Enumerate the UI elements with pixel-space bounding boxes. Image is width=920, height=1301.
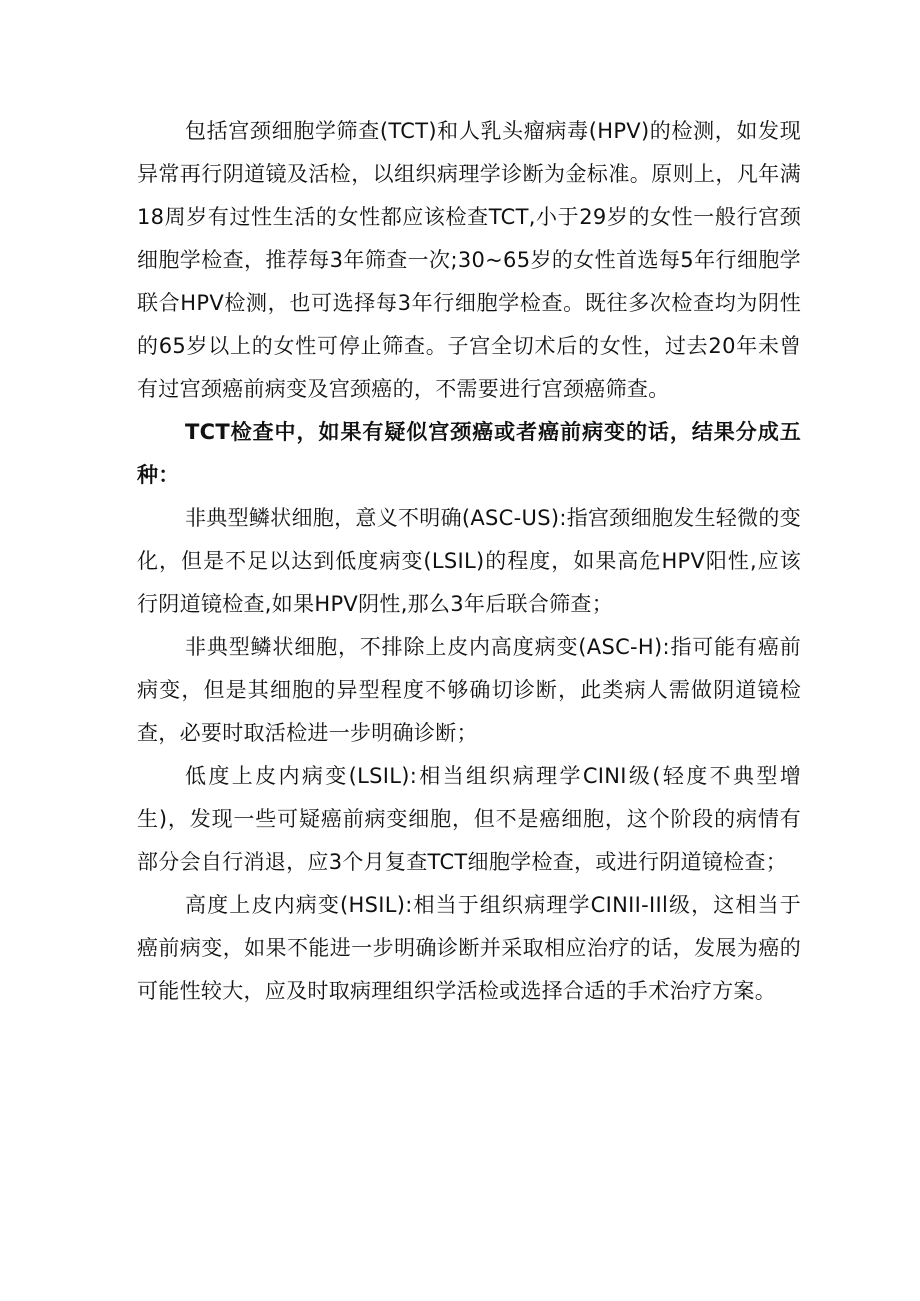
paragraph-tct-results-heading: TCT检查中，如果有疑似宫颈癌或者癌前病变的话，结果分成五种：: [137, 420, 801, 487]
paragraph-hsil: 高度上皮内病变(HSIL):相当于组织病理学CINII-IIl级，这相当于癌前病变，如果不能进一步明确诊断并采取相应治疗的话，发展为癌的可能性较大，应及时取病理组织学活检或选择合适的手术治疗方案。: [137, 893, 801, 1003]
paragraph-asc-h: 非典型鳞状细胞，不排除上皮内高度病变(ASC-H):指可能有癌前病变，但是其细胞的异型程度不够确切诊断，此类病人需做阴道镜检查，必要时取活检进一步明确诊断；: [137, 635, 801, 745]
paragraph-screening-intro: 包括宫颈细胞学筛查(TCT)和人乳头瘤病毒(HPV)的检测，如发现异常再行阴道镜及活检，以组织病理学诊断为金标准。原则上，凡年满18周岁有过性生活的女性都应该检查TCT,小于29岁的女性一般行宫颈细胞学检查，推荐每3年筛查一次;30~65岁的女性首选每5年行细胞学联合HPV检测，也可选择每3年行细胞学检查。既往多次检查均为阴性的65岁以上的女性可停止筛查。子宫全切术后的女性，过去20年未曾有过宫颈癌前病变及宫颈癌的，不需要进行宫颈癌筛查。: [137, 119, 801, 401]
paragraph-asc-us: 非典型鳞状细胞，意义不明确(ASC-US):指宫颈细胞发生轻微的变化，但是不足以达到低度病变(LSIL)的程度，如果高危HPV阳性,应该行阴道镜检查,如果HPV阴性,那么3年后联合筛查；: [137, 506, 801, 616]
paragraph-lsil: 低度上皮内病变(LSIL):相当组织病理学CINI级(轻度不典型增生)，发现一些可疑癌前病变细胞，但不是癌细胞，这个阶段的病情有部分会自行消退，应3个月复查TCT细胞学检查，或进行阴道镜检查；: [137, 764, 801, 874]
document-body: [137, 110, 801, 1013]
